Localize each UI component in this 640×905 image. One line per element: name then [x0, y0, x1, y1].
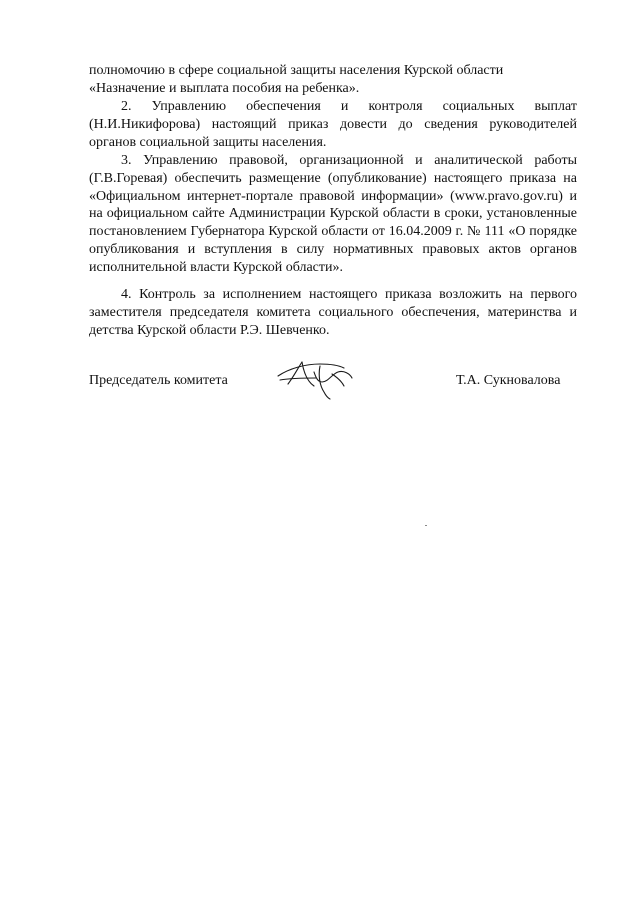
- paragraph-continuation-line-1: полномочию в сфере социальной защиты населения Курской области: [89, 63, 504, 78]
- signatory-role: Председатель комитета: [89, 373, 228, 388]
- signatory-name: Т.А. Сукновалова: [456, 373, 561, 388]
- paragraph-2: 2. Управлению обеспечения и контроля социальных выплат (Н.И.Никифорова) настоящий приказ довести до сведения руководителей органов социальной защиты населения.: [89, 99, 577, 150]
- paragraph-continuation-line-2: «Назначение и выплата пособия на ребенка».: [89, 80, 360, 96]
- paragraph-4: 4. Контроль за исполнением настоящего приказа возложить на первого заместителя председателя комитета социального обеспечения, материнства и детства Курской области Р.Э. Шевченко.: [89, 287, 577, 338]
- paragraph-continuation: [89, 62, 577, 98]
- handwritten-signature: [268, 352, 368, 404]
- scan-artifact: [425, 525, 427, 526]
- paragraph-3: 3. Управлению правовой, организационной и аналитической работы (Г.В.Горевая) обеспечить размещение (опубликование) настоящего приказа на «Официальном интернет-портале правовой информации» (www.pravo.gov.ru) и на официальном сайте Администрации Курской области в сроки, установленные постановлением Губернатора Курской области от 16.04.2009 г. № 111 «О порядке опубликования и вступления в силу нормативных правовых актов органов исполнительной власти Курской области».: [89, 153, 577, 275]
